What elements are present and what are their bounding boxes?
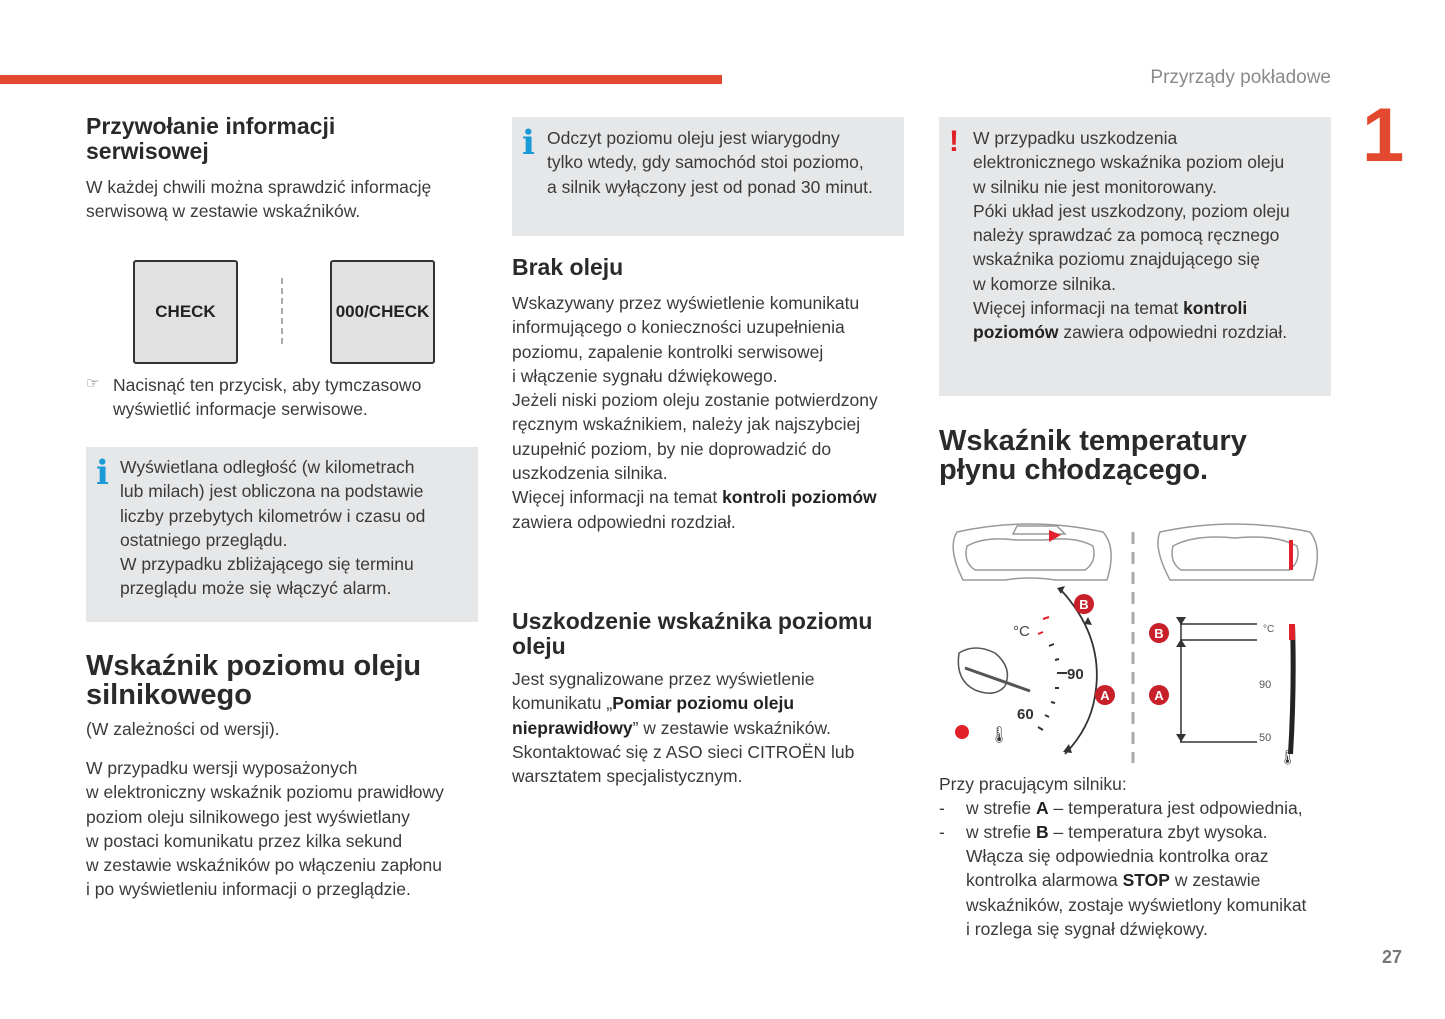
temperature-bar bbox=[1288, 624, 1296, 754]
pointing-hand-icon: ☞ bbox=[86, 375, 100, 392]
text-line: uszkodzenia silnika. bbox=[512, 463, 668, 484]
text-line: W przypadku wersji wyposażonych bbox=[86, 758, 358, 778]
heading-service-info bbox=[86, 114, 335, 163]
text-segment: komunikatu „ bbox=[512, 693, 613, 714]
text-line: Odczyt poziomu oleju jest wiarygodny bbox=[547, 128, 840, 148]
info-icon: i bbox=[522, 123, 535, 163]
zone-a-label: A bbox=[1154, 688, 1164, 703]
text-line bbox=[512, 691, 854, 715]
zone-b-continuation bbox=[966, 844, 1306, 941]
text-line: warsztatem specjalistycznym. bbox=[512, 766, 743, 787]
text-line: Jeżeli niski poziom oleju zostanie potwierdzony bbox=[512, 390, 878, 411]
unit-label: °C bbox=[1263, 624, 1275, 635]
engine-running-intro: Przy pracującym silniku: bbox=[939, 774, 1127, 794]
text-line: w elektroniczny wskaźnik poziomu prawidłowy bbox=[86, 782, 444, 803]
text-line: zawiera odpowiedni rozdział. bbox=[512, 511, 736, 532]
zone-a-label: A bbox=[1100, 688, 1110, 703]
text-segment: zawiera odpowiedni rozdział. bbox=[1058, 322, 1288, 343]
temperature-bar-hot-zone bbox=[1289, 624, 1295, 640]
coolant-temp-icon: 🌡 bbox=[1279, 749, 1297, 765]
digital-gauge-indicator bbox=[1289, 540, 1293, 570]
coolant-temp-icon: 🌡 bbox=[989, 727, 1010, 744]
tick-label-90: 90 bbox=[1259, 679, 1272, 691]
bullet-paragraph bbox=[113, 373, 421, 422]
text-line bbox=[973, 320, 1290, 344]
heading-line: oleju bbox=[512, 632, 566, 659]
text-line: Wyświetlana odległość (w kilometrach bbox=[120, 457, 415, 477]
text-segment: Więcej informacji na temat bbox=[512, 487, 723, 508]
heading-oil-level bbox=[86, 652, 421, 710]
coolant-temperature-diagram bbox=[945, 518, 1325, 768]
link-level-checks: kontroli bbox=[1183, 298, 1248, 319]
text-line: Jest sygnalizowane przez wyświetlenie bbox=[512, 669, 815, 689]
text-segment: w strefie bbox=[966, 798, 1037, 818]
info-icon: i bbox=[96, 453, 109, 493]
text-line: poziom oleju silnikowego jest wyświetlany bbox=[86, 806, 410, 827]
list-dash: - bbox=[939, 798, 945, 818]
heading-line: silnikowego bbox=[86, 679, 252, 711]
text-line bbox=[512, 716, 854, 740]
list-dash: - bbox=[939, 822, 945, 843]
text-line: poziomu, zapalenie kontrolki serwisowej bbox=[512, 341, 824, 362]
message-name: Pomiar poziomu oleju bbox=[612, 693, 795, 714]
divider bbox=[281, 278, 283, 344]
text-line: elektronicznego wskaźnika poziom oleju bbox=[973, 152, 1285, 173]
text-segment: w zestawie bbox=[1169, 870, 1261, 891]
text-line: a silnik wyłączony jest od ponad 30 minut. bbox=[547, 176, 873, 197]
section-title: Przyrządy pokładowe bbox=[1150, 67, 1331, 88]
text-line: w postaci komunikatu przez kilka sekund bbox=[86, 830, 403, 851]
text-segment: – temperatura jest odpowiednia, bbox=[1048, 798, 1303, 818]
message-name: nieprawidłowy bbox=[512, 717, 633, 738]
text-line: serwisową w zestawie wskaźników. bbox=[86, 201, 361, 222]
text-line: W każdej chwili można sprawdzić informację bbox=[86, 177, 432, 197]
service-paragraph bbox=[86, 175, 431, 224]
tick-label-50: 50 bbox=[1259, 732, 1272, 744]
needle-indicator-icon bbox=[1049, 530, 1061, 542]
text-line: Wskazywany przez wyświetlenie komunikatu bbox=[512, 293, 860, 313]
warning-text bbox=[973, 126, 1290, 345]
heading-line: serwisowej bbox=[86, 137, 209, 164]
text-line: informującego o konieczności uzupełnienia bbox=[512, 317, 845, 338]
text-segment: – temperatura zbyt wysoka. bbox=[1048, 822, 1268, 843]
page-number: 27 bbox=[1382, 947, 1403, 967]
gauge-ticks bbox=[1038, 617, 1067, 730]
header-accent-bar bbox=[0, 75, 722, 84]
zone-b-label: B bbox=[1079, 597, 1089, 612]
text-line bbox=[973, 296, 1290, 320]
text-line: Póki układ jest uszkodzony, poziom oleju bbox=[973, 200, 1290, 221]
list-item bbox=[939, 796, 1303, 820]
info-text bbox=[120, 455, 425, 601]
heading-no-oil: Brak oleju bbox=[512, 254, 624, 280]
text-line: w silniku nie jest monitorowany. bbox=[973, 176, 1217, 197]
list-item bbox=[939, 820, 1303, 844]
text-line: i włączenie sygnału dźwiękowego. bbox=[512, 365, 778, 386]
text-line: wskaźnika poziomu znajdującego się bbox=[973, 249, 1260, 270]
stop-label: STOP bbox=[1122, 870, 1170, 891]
no-oil-paragraph bbox=[512, 291, 878, 534]
text-line: i rozlega się sygnał dźwiękowy. bbox=[966, 918, 1208, 939]
text-line: liczby przebytych kilometrów i czasu od bbox=[120, 505, 426, 526]
zone-markers bbox=[1180, 618, 1257, 742]
check-button[interactable]: CHECK bbox=[133, 260, 238, 364]
heading-gauge-fault bbox=[512, 609, 872, 658]
text-line bbox=[512, 485, 878, 509]
link-level-checks: poziomów bbox=[973, 322, 1059, 343]
text-line: należy sprawdzać za pomocą ręcznego bbox=[973, 225, 1280, 246]
fault-paragraph bbox=[512, 667, 854, 788]
text-line: uzupełnić poziom, by nie doprowadzić do bbox=[512, 438, 832, 459]
instrument-cluster-analog bbox=[953, 524, 1111, 580]
text-line: Włącza się odpowiednia kontrolka oraz bbox=[966, 846, 1269, 866]
warning-light-icon bbox=[955, 725, 969, 739]
heading-line: Wskaźnik temperatury bbox=[939, 425, 1247, 457]
heading-coolant-temp bbox=[939, 427, 1247, 485]
text-line bbox=[966, 868, 1306, 892]
text-line: Skontaktować się z ASO sieci CITROËN lub bbox=[512, 741, 855, 762]
odometer-check-button[interactable]: 000/CHECK bbox=[330, 260, 435, 364]
heading-line: Uszkodzenie wskaźnika poziomu bbox=[512, 608, 873, 634]
heading-line: Wskaźnik poziomu oleju bbox=[86, 650, 422, 682]
text-line: wyświetlić informacje serwisowe. bbox=[113, 399, 368, 420]
text-line: wskaźników, zostaje wyświetlony komunikat bbox=[966, 894, 1307, 915]
dipstick-icon bbox=[958, 648, 1007, 693]
zone-letter: A bbox=[1036, 798, 1049, 818]
info-box-oil-reading bbox=[512, 117, 904, 236]
info-text bbox=[547, 126, 873, 199]
version-note: (W zależności od wersji). bbox=[86, 719, 280, 739]
tick-label-90: 90 bbox=[1067, 666, 1084, 683]
info-box-distance bbox=[86, 447, 478, 622]
text-line: W przypadku zbliżającego się terminu bbox=[120, 554, 414, 575]
zone-b-label: B bbox=[1154, 626, 1164, 641]
warning-box bbox=[939, 117, 1331, 396]
text-line: tylko wtedy, gdy samochód stoi poziomo, bbox=[547, 152, 864, 173]
text-line: lub milach) jest obliczona na podstawie bbox=[120, 481, 424, 502]
text-line: i po wyświetleniu informacji o przeglądzie. bbox=[86, 879, 411, 900]
text-segment: w strefie bbox=[966, 822, 1037, 843]
text-line: w komorze silnika. bbox=[973, 273, 1116, 294]
warning-icon: ! bbox=[949, 125, 959, 158]
text-line: W przypadku uszkodzenia bbox=[973, 128, 1178, 148]
text-segment: Więcej informacji na temat bbox=[973, 298, 1184, 319]
text-line: ostatniego przeglądu. bbox=[120, 529, 288, 550]
link-level-checks: kontroli poziomów bbox=[722, 487, 877, 508]
heading-line: Przywołanie informacji bbox=[86, 113, 336, 139]
text-segment: ” w zestawie wskaźników. bbox=[632, 717, 831, 738]
text-segment: kontrolka alarmowa bbox=[966, 870, 1123, 891]
oil-paragraph bbox=[86, 756, 444, 902]
text-line: Nacisnąć ten przycisk, aby tymczasowo bbox=[113, 375, 422, 395]
text-line: przeglądu może się włączyć alarm. bbox=[120, 578, 392, 599]
needle bbox=[965, 668, 1030, 691]
text-line: w zestawie wskaźników po włączeniu zapłonu bbox=[86, 855, 443, 876]
text-line: ręcznym wskaźnikiem, należy jak najszybciej bbox=[512, 414, 861, 435]
unit-label: °C bbox=[1013, 623, 1030, 640]
tick-label-60: 60 bbox=[1017, 706, 1034, 723]
chapter-number: 1 bbox=[1362, 93, 1405, 178]
heading-line: płynu chłodzącego. bbox=[939, 454, 1209, 486]
zone-letter: B bbox=[1036, 822, 1049, 843]
zone-list bbox=[939, 796, 1303, 845]
instrument-cluster-digital bbox=[1158, 524, 1317, 580]
